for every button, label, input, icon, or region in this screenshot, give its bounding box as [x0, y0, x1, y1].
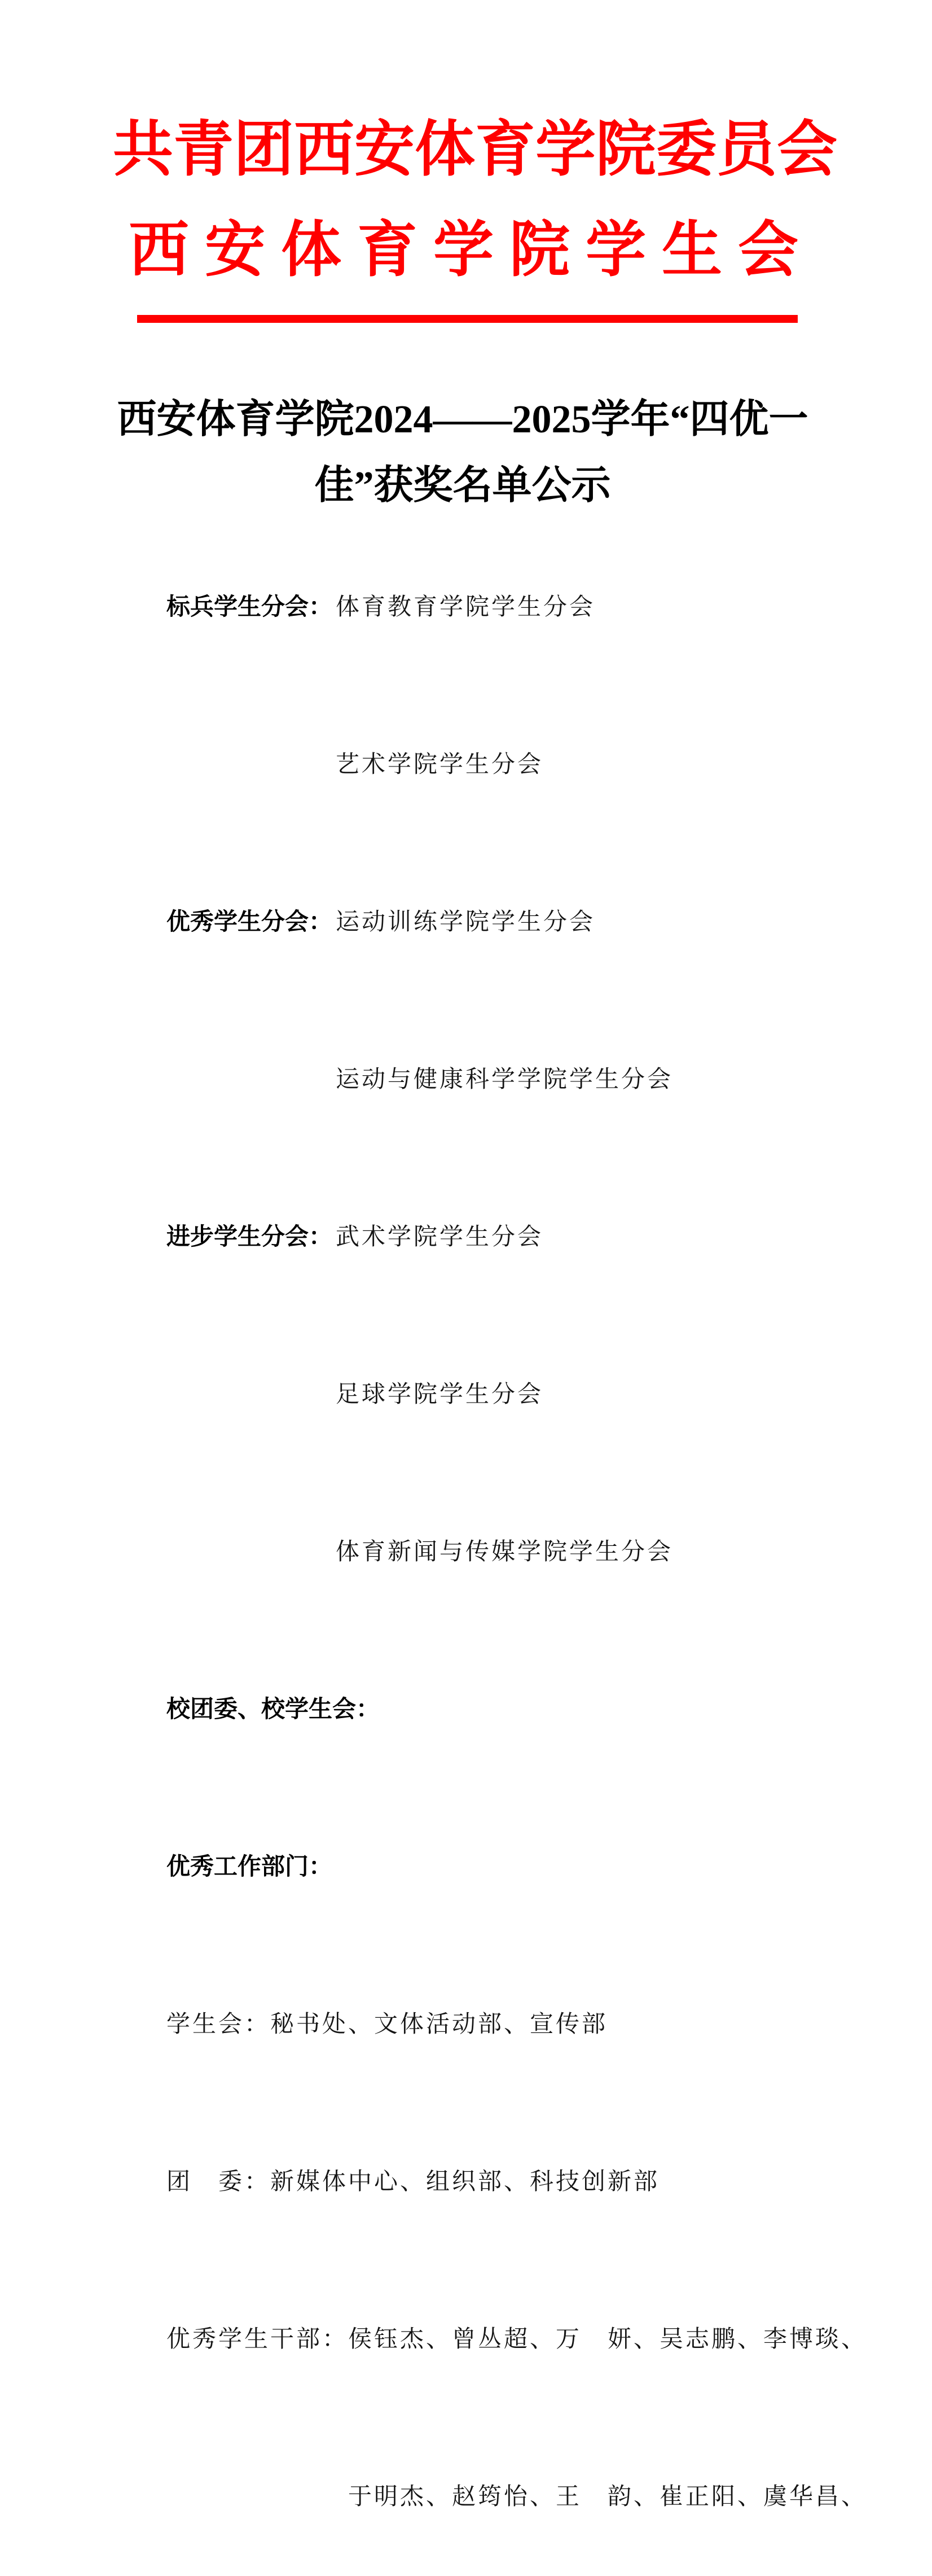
body-line	[131, 2261, 909, 2419]
line-value: 优秀学生干部：侯钰杰、曾丛超、万 妍、吴志鹏、李博琰、	[166, 2327, 868, 2352]
body-line	[131, 1001, 909, 1159]
line-value: 团 委：新媒体中心、组织部、科技创新部	[166, 2169, 660, 2195]
body-line	[131, 686, 909, 844]
line-value: 体育新闻与传媒学院学生分会	[336, 1539, 674, 1565]
letterhead-line-1: 共青团西安体育学院委员会	[113, 117, 838, 183]
line-label: 标兵学生分会：	[166, 594, 333, 620]
line-value: 武术学院学生分会	[336, 1224, 544, 1250]
body-text	[131, 529, 909, 2576]
line-value: 体育教育学院学生分会	[336, 594, 596, 620]
doc-title-line-1: 西安体育学院2024——2025学年“四优一	[117, 398, 808, 441]
line-label: 优秀学生分会：	[166, 909, 333, 935]
body-line	[131, 1159, 909, 1316]
body-line	[131, 529, 909, 686]
line-label: 进步学生分会：	[166, 1224, 333, 1250]
body-line	[131, 1316, 909, 1474]
body-line	[131, 1789, 909, 1946]
body-line	[131, 2104, 909, 2261]
line-value: 足球学院学生分会	[336, 1382, 544, 1408]
line-value: 运动训练学院学生分会	[336, 909, 596, 935]
line-value: 于明杰、赵筠怡、王 韵、崔正阳、虞华昌、	[348, 2484, 868, 2510]
body-line	[131, 1474, 909, 1631]
body-line	[131, 1946, 909, 2104]
doc-title-line-2: 佳”获奖名单公示	[314, 464, 611, 507]
body-line	[131, 844, 909, 1001]
body-line	[131, 1631, 909, 1789]
letterhead-double-rule	[137, 315, 798, 323]
line-value: 学生会：秘书处、文体活动部、宣传部	[166, 2012, 608, 2038]
body-line	[131, 2419, 909, 2576]
line-label: 校团委、校学生会：	[166, 1697, 380, 1723]
letterhead-line-2: 西安体育学院学生会	[129, 217, 815, 284]
line-label: 优秀工作部门：	[166, 1854, 333, 1880]
line-value: 艺术学院学生分会	[336, 752, 544, 778]
line-value: 运动与健康科学学院学生分会	[336, 1067, 674, 1093]
